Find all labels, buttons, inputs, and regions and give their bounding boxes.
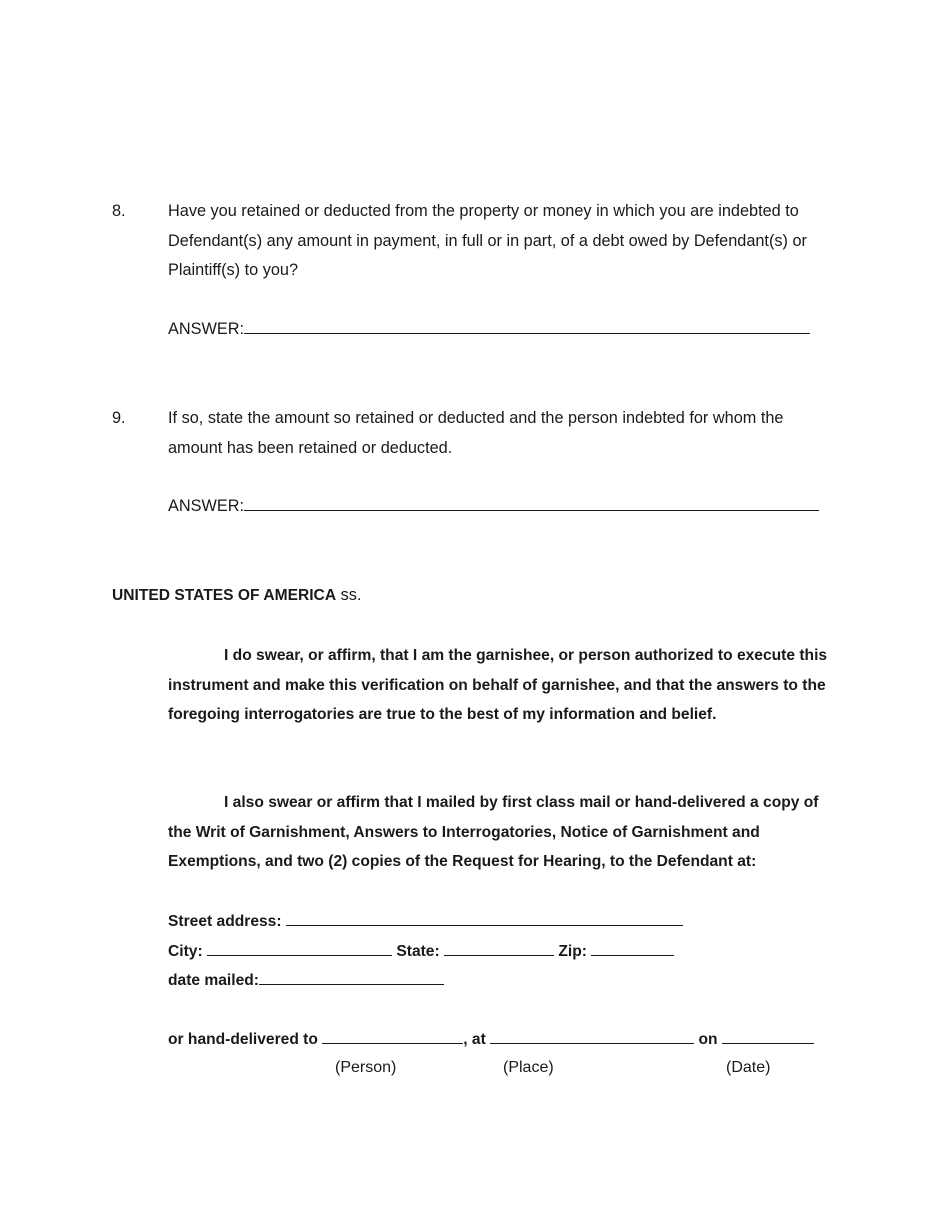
on-label: on <box>698 1031 718 1048</box>
hand-delivered-row <box>168 1025 814 1055</box>
date-mailed-label: date mailed: <box>168 972 259 989</box>
question-8-number: 8. <box>112 202 126 220</box>
at-label: , at <box>463 1031 486 1048</box>
zip-label: Zip: <box>558 943 587 960</box>
state-field[interactable] <box>444 938 554 956</box>
oath-paragraph-2 <box>168 788 828 877</box>
hand-delivered-label: or hand-delivered to <box>168 1031 318 1048</box>
street-address-label: Street address: <box>168 913 282 930</box>
venue-country: UNITED STATES OF AMERICA <box>112 587 337 604</box>
question-9-number: 9. <box>112 409 126 427</box>
question-8-answer-field[interactable] <box>244 316 810 334</box>
venue-line <box>112 581 361 611</box>
street-address-field[interactable] <box>286 908 683 926</box>
oath-paragraph-2-text: I also swear or affirm that I mailed by first class mail or hand-delivered a copy of the Writ of Garnishment, Answers to Interrogatories, Notice of Garnishment and Exemptions, and two (2) copies of the Request for Hearing, to the Defendant at: <box>168 794 819 870</box>
question-9-answer-line <box>168 492 819 522</box>
delivered-place-field[interactable] <box>490 1026 694 1044</box>
date-mailed-field[interactable] <box>259 967 444 985</box>
venue-ss: ss. <box>340 586 362 604</box>
person-caption: (Person) <box>335 1059 397 1076</box>
date-caption: (Date) <box>726 1059 771 1076</box>
oath-paragraph-1-text: I do swear, or affirm, that I am the garnishee, or person authorized to execute this instrument and make this verification on behalf of garnishee, and that the answers to the foregoing interrogatories are true to the best of my information and belief. <box>168 647 828 723</box>
question-8-text: Have you retained or deducted from the property or money in which you are indebted to Defendant(s) any amount in payment, in full or in part, of a debt owed by Defendant(s) or Plaintiff(s) to you? <box>168 202 807 279</box>
place-caption: (Place) <box>503 1059 554 1076</box>
delivered-person-field[interactable] <box>322 1026 463 1044</box>
state-label: State: <box>396 943 440 960</box>
street-address-row <box>168 907 683 937</box>
question-9-answer-label: ANSWER: <box>168 497 244 515</box>
delivered-date-field[interactable] <box>722 1026 814 1044</box>
date-mailed-row <box>168 966 444 996</box>
city-state-zip-row <box>168 937 674 967</box>
question-8-answer-line <box>168 315 810 345</box>
oath-paragraph-1 <box>168 641 828 730</box>
city-field[interactable] <box>207 938 392 956</box>
question-8-answer-label: ANSWER: <box>168 320 244 338</box>
city-label: City: <box>168 943 203 960</box>
zip-field[interactable] <box>591 938 674 956</box>
question-9-text: If so, state the amount so retained or deducted and the person indebted for whom the amount has been retained or deducted. <box>168 409 784 457</box>
question-9-answer-field[interactable] <box>244 493 819 511</box>
